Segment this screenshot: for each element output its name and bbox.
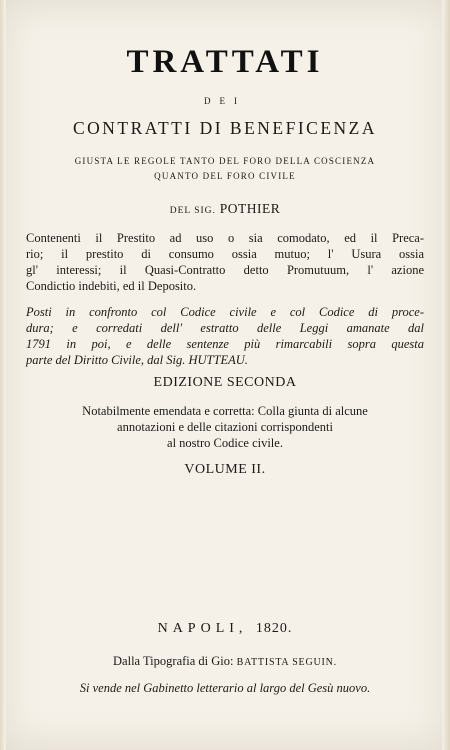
contents-line: Contenenti il Prestito ad uso o sia comodato, ed il Preca- — [26, 231, 424, 245]
notes-line: al nostro Codice civile. — [167, 436, 283, 450]
according-line-2: QUANTO DEL FORO CIVILE — [154, 171, 296, 181]
imprint-place: NAPOLI, — [157, 621, 248, 636]
printer-name: BATTISTA SEGUIN. — [236, 657, 337, 668]
contents-line: gl' interessi; il Quasi-Contratto detto Promutuum, l' azione — [26, 263, 424, 277]
book-title: TRATTATI — [126, 44, 324, 80]
printer-line — [0, 654, 450, 669]
sold-at-line: Si vende nel Gabinetto letterario al largo del Gesù nuovo. — [79, 681, 371, 695]
contents-paragraph — [26, 230, 424, 294]
notes-line: annotazioni e delle citazioni corrispondenti — [117, 420, 333, 434]
title-connector: DEI — [204, 96, 246, 106]
edition-heading: EDIZIONE SECONDA — [153, 375, 297, 390]
imprint-year: 1820. — [255, 621, 293, 636]
contents-line: rio; il prestito di consumo ossia mutuo; l' Usura ossia — [26, 247, 424, 261]
author-line — [0, 201, 450, 217]
according-line-1: GIUSTA LE REGOLE TANTO DEL FORO DELLA COSCIENZA — [74, 156, 376, 166]
comparison-paragraph — [26, 304, 424, 368]
comparison-line: 1791 in poi, e delle sentenze più rimarcabili sopra questa — [26, 337, 424, 351]
volume-number: VOLUME II. — [184, 462, 266, 477]
comparison-line: parte del Diritto Civile, dal Sig. HUTTEAU. — [26, 353, 248, 367]
author-prefix: DEL SIG. — [169, 206, 216, 216]
comparison-line: Posti in confronto col Codice civile e col Codice di proce- — [26, 305, 424, 319]
contents-line: Condictio indebiti, ed il Deposito. — [26, 279, 197, 293]
comparison-line: dura; e corredati dell' estratto delle Leggi amanate dal — [26, 321, 424, 335]
author-name: POTHIER — [219, 201, 281, 216]
imprint-place-year — [0, 621, 450, 637]
printer-prefix: Dalla Tipografia di Gio: — [113, 654, 234, 668]
notes-line: Notabilmente emendata e corretta: Colla giunta di alcune — [82, 404, 368, 418]
book-subtitle: CONTRATTI DI BENEFICENZA — [72, 118, 377, 138]
